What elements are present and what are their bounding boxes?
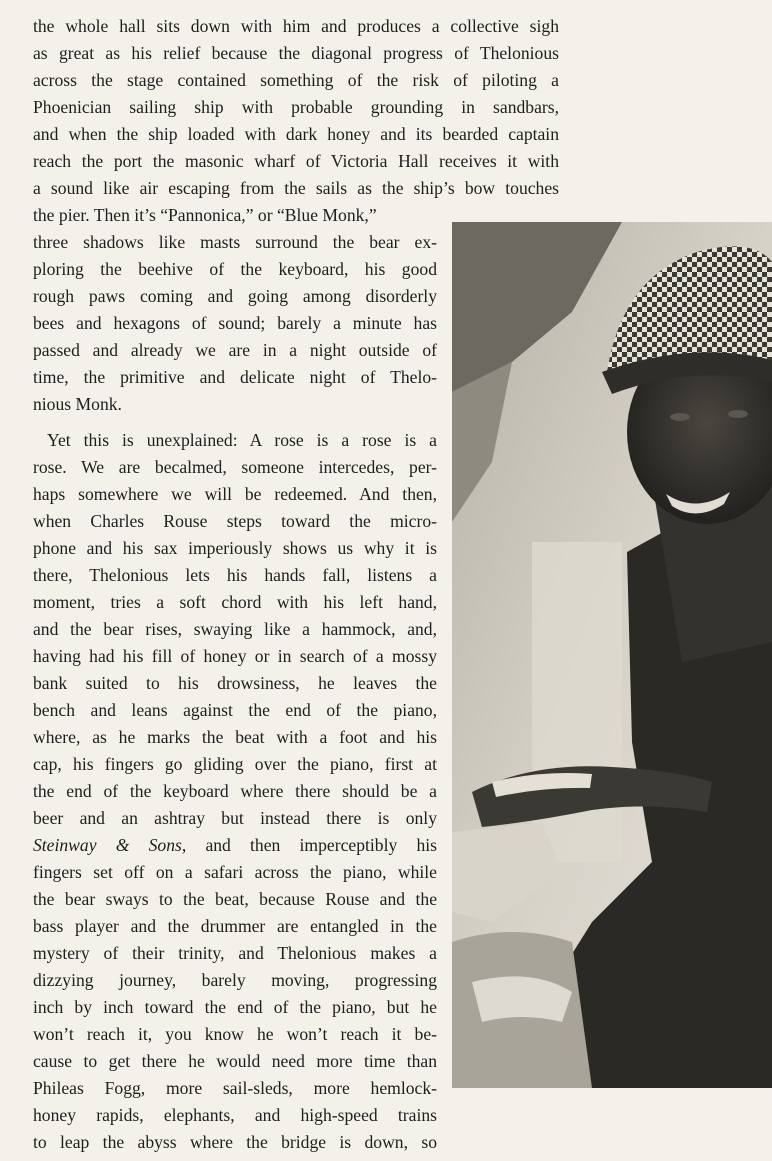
text-line: cause to get there he would need more time than — [33, 1051, 437, 1071]
text-line: bees and hexagons of sound; barely a minute has — [33, 313, 437, 333]
text-line: won’t reach it, you know he won’t reach it be- — [33, 1024, 437, 1044]
paragraph-first-line: Yet this is unexplained: A rose is a rose is a — [47, 430, 437, 450]
text-line: cap, his fingers go gliding over the piano, first at — [33, 754, 437, 774]
italic-text: Steinway & Sons — [33, 835, 182, 855]
eye — [728, 410, 748, 418]
text-line: three shadows like masts surround the bear ex- — [33, 232, 437, 252]
text-line: ploring the beehive of the keyboard, his good — [33, 259, 437, 279]
text-line: the pier. Then it’s “Pannonica,” or “Blue Monk,” — [33, 205, 377, 225]
text-line: a sound like air escaping from the sails as the ship’s bow touches — [33, 178, 559, 198]
text-line: fingers set off on a safari across the piano, while — [33, 862, 437, 882]
text-line: to leap the abyss where the bridge is down, so — [33, 1132, 437, 1152]
text-line: the whole hall sits down with him and produces a collective sigh — [33, 16, 559, 36]
text-line: where, as he marks the beat with a foot and his — [33, 727, 437, 747]
text-line: and the bear rises, swaying like a hammock, and, — [33, 619, 437, 639]
eye — [670, 413, 690, 421]
text-line — [33, 831, 437, 859]
text-line: honey rapids, elephants, and high-speed trains — [33, 1105, 437, 1125]
text-line: mystery of their trinity, and Thelonious makes a — [33, 943, 437, 963]
text-line: when Charles Rouse steps toward the micro- — [33, 511, 437, 531]
text-line: rose. We are becalmed, someone intercedes, per- — [33, 457, 437, 477]
photograph — [452, 222, 772, 1088]
text-line: beer and an ashtray but instead there is only — [33, 808, 437, 828]
text-line: reach the port the masonic wharf of Victoria Hall receives it with — [33, 151, 559, 171]
text-line: nious Monk. — [33, 394, 122, 414]
text-line: time, the primitive and delicate night of Thelo- — [33, 367, 437, 387]
text-line: rough paws coming and going among disorderly — [33, 286, 437, 306]
text-line: phone and his sax imperiously shows us why it is — [33, 538, 437, 558]
photograph-illustration — [452, 222, 772, 1088]
text-line: passed and already we are in a night outside of — [33, 340, 437, 360]
text-line: inch by inch toward the end of the piano, but he — [33, 997, 437, 1017]
text-line: having had his fill of honey or in search of a mossy — [33, 646, 437, 666]
text-line: the end of the keyboard where there should be a — [33, 781, 437, 801]
text-line: moment, tries a soft chord with his left hand, — [33, 592, 437, 612]
text-line: Phoenician sailing ship with probable grounding in sandbars, — [33, 97, 559, 117]
text-line: across the stage contained something of the risk of piloting a — [33, 70, 559, 90]
text-line: there, Thelonious lets his hands fall, listens a — [33, 565, 437, 585]
text-line: bass player and the drummer are entangled in the — [33, 916, 437, 936]
text-line: the bear sways to the beat, because Rouse and the — [33, 889, 437, 909]
text-line: bench and leans against the end of the piano, — [33, 700, 437, 720]
text-line: haps somewhere we will be redeemed. And then, — [33, 484, 437, 504]
text-line: Phileas Fogg, more sail-sleds, more hemlock- — [33, 1078, 437, 1098]
text-line: dizzying journey, barely moving, progressing — [33, 970, 437, 990]
text-line: as great as his relief because the diagonal progress of Thelonious — [33, 43, 559, 63]
text-span: , and then imperceptibly his — [181, 835, 437, 855]
text-line: bank suited to his drowsiness, he leaves the — [33, 673, 437, 693]
text-line: and when the ship loaded with dark honey and its bearded captain — [33, 124, 559, 144]
